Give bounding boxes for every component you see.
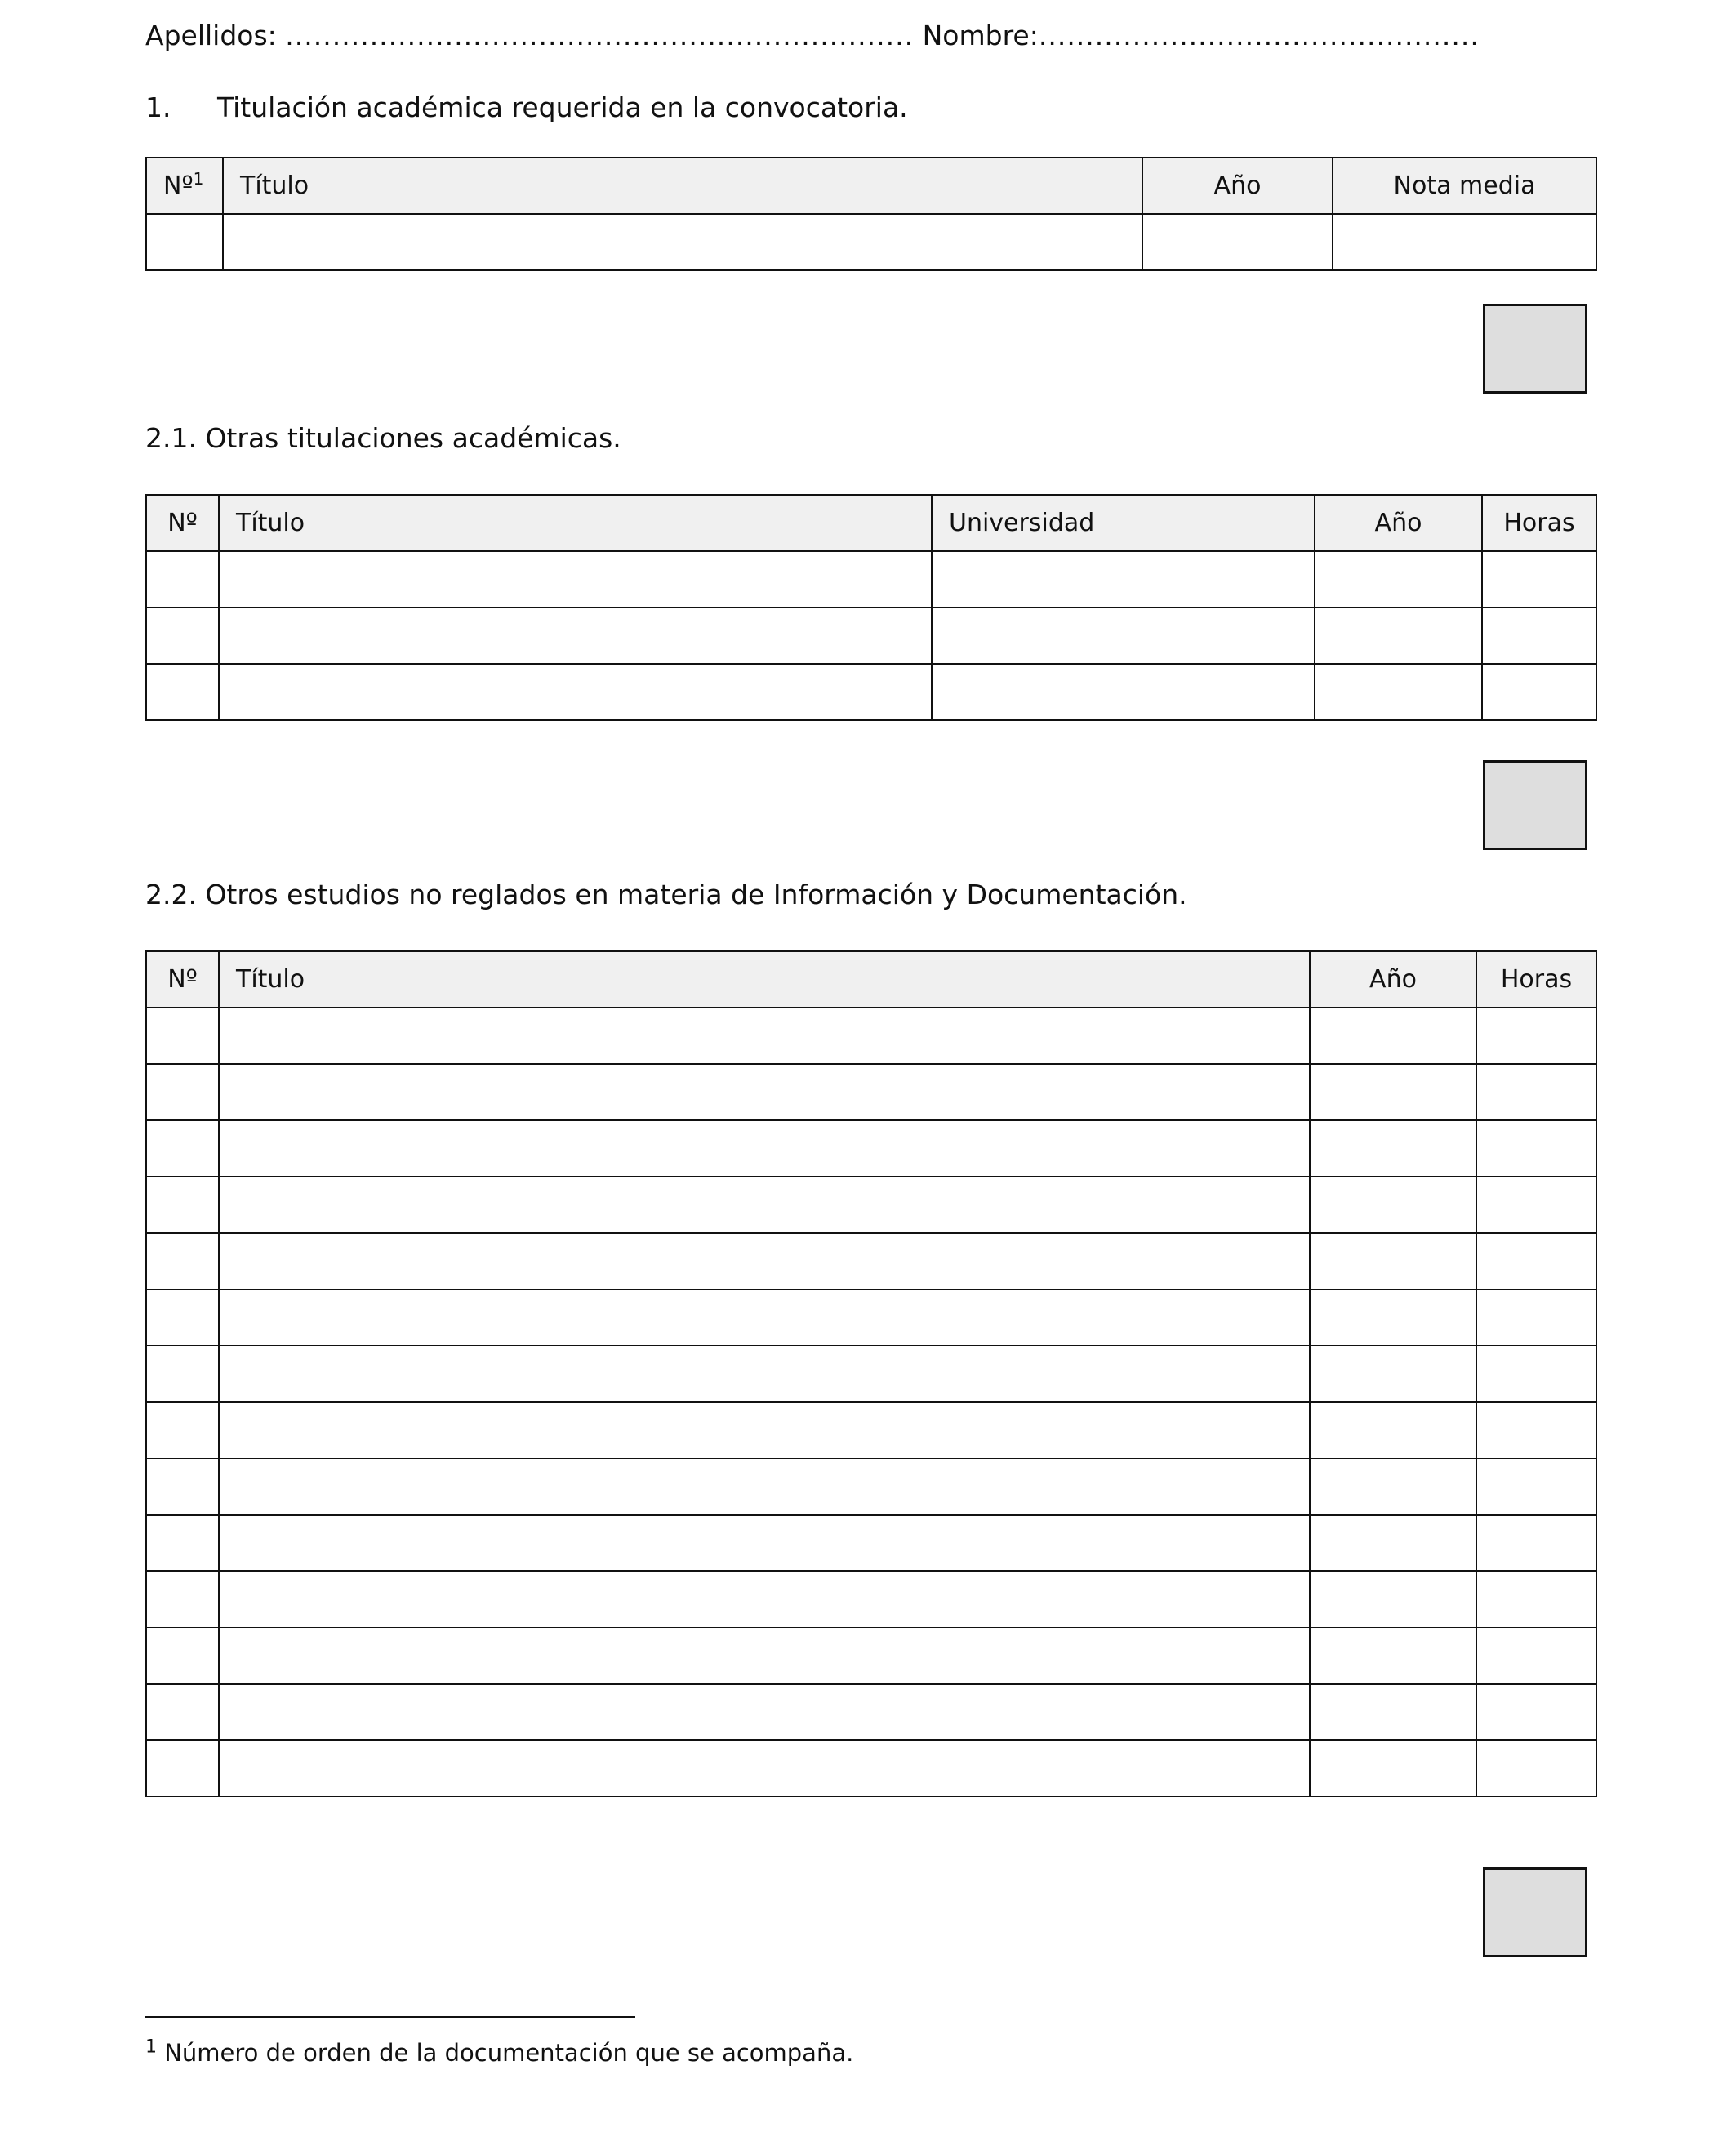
- footnote-ref: 1: [193, 169, 204, 189]
- table-row: [146, 1402, 1596, 1458]
- section-2-2-heading: 2.2. Otros estudios no reglados en materia de Información y Documentación.: [145, 879, 1187, 910]
- table-cell[interactable]: [1310, 1177, 1476, 1233]
- table-cell[interactable]: [219, 608, 932, 664]
- table-cell[interactable]: [1476, 1177, 1596, 1233]
- footnote: [145, 2035, 853, 2071]
- table-header-row: [146, 495, 1596, 551]
- table-cell[interactable]: [1310, 1740, 1476, 1796]
- table-cell[interactable]: [219, 1177, 1310, 1233]
- table-header-row: [146, 951, 1596, 1008]
- table-cell[interactable]: [146, 1064, 219, 1120]
- table-cell[interactable]: [1476, 1571, 1596, 1627]
- column-header-nota: Nota media: [1333, 158, 1596, 214]
- table-cell[interactable]: [1476, 1289, 1596, 1346]
- column-header-anio: Año: [1142, 158, 1333, 214]
- table-cell[interactable]: [1315, 608, 1482, 664]
- table-cell[interactable]: [219, 1740, 1310, 1796]
- table-row: [146, 1515, 1596, 1571]
- table-cell[interactable]: [146, 608, 219, 664]
- apellidos-label: Apellidos:: [145, 20, 277, 51]
- table-row: [146, 608, 1596, 664]
- section-1-number: 1.: [145, 91, 171, 123]
- table-cell[interactable]: [1310, 1346, 1476, 1402]
- table-cell[interactable]: [1476, 1627, 1596, 1684]
- table-cell[interactable]: [219, 1684, 1310, 1740]
- table-cell[interactable]: [223, 214, 1142, 270]
- table-cell[interactable]: [146, 1740, 219, 1796]
- table-row: [146, 214, 1596, 270]
- table-cell[interactable]: [1310, 1515, 1476, 1571]
- table-cell[interactable]: [219, 1120, 1310, 1177]
- non-regulated-studies-table: [145, 950, 1597, 1797]
- table-body: [146, 551, 1596, 720]
- table-cell[interactable]: [219, 551, 932, 608]
- table-cell[interactable]: [146, 1627, 219, 1684]
- table-cell[interactable]: [146, 1346, 219, 1402]
- table-cell[interactable]: [1476, 1233, 1596, 1289]
- table-header-row: [146, 158, 1596, 214]
- column-header-titulo: Título: [219, 495, 932, 551]
- table-row: [146, 664, 1596, 720]
- table-cell[interactable]: [1310, 1008, 1476, 1064]
- footnote-text: Número de orden de la documentación que se acompaña.: [164, 2039, 854, 2067]
- table-row: [146, 1233, 1596, 1289]
- table-cell[interactable]: [219, 664, 932, 720]
- table-cell[interactable]: [219, 1346, 1310, 1402]
- column-header-titulo: Título: [219, 951, 1310, 1008]
- table-cell[interactable]: [1310, 1684, 1476, 1740]
- table-cell[interactable]: [1315, 551, 1482, 608]
- table-body: [146, 1008, 1596, 1796]
- table-row: [146, 1458, 1596, 1515]
- table-cell[interactable]: [219, 1233, 1310, 1289]
- column-header-horas: Horas: [1476, 951, 1596, 1008]
- table-cell[interactable]: [1476, 1346, 1596, 1402]
- table-cell[interactable]: [1310, 1233, 1476, 1289]
- table-cell[interactable]: [1310, 1402, 1476, 1458]
- table-cell[interactable]: [1476, 1458, 1596, 1515]
- table-cell[interactable]: [219, 1064, 1310, 1120]
- table-cell[interactable]: [1482, 551, 1596, 608]
- table-cell[interactable]: [1476, 1684, 1596, 1740]
- table-cell[interactable]: [932, 551, 1315, 608]
- table-cell[interactable]: [1310, 1458, 1476, 1515]
- table-row: [146, 1177, 1596, 1233]
- applicant-name-line: [145, 18, 1480, 54]
- table-row: [146, 1289, 1596, 1346]
- table-cell[interactable]: [932, 608, 1315, 664]
- table-cell[interactable]: [146, 664, 219, 720]
- required-degree-table: [145, 157, 1597, 271]
- nombre-field[interactable]: ...............................................: [1038, 20, 1480, 51]
- section-2-1-score-box[interactable]: [1483, 760, 1587, 850]
- table-cell[interactable]: [1482, 608, 1596, 664]
- table-row: [146, 1740, 1596, 1796]
- table-row: [146, 1120, 1596, 1177]
- table-cell[interactable]: [146, 214, 223, 270]
- table-row: [146, 1684, 1596, 1740]
- table-cell[interactable]: [1476, 1008, 1596, 1064]
- column-header-universidad: Universidad: [932, 495, 1315, 551]
- column-header-anio: Año: [1315, 495, 1482, 551]
- table-row: [146, 1571, 1596, 1627]
- column-header-anio: Año: [1310, 951, 1476, 1008]
- column-header-no: Nº$^1$: [146, 158, 223, 214]
- table-cell[interactable]: [219, 1289, 1310, 1346]
- column-header-titulo: Título: [223, 158, 1142, 214]
- nombre-label: Nombre:: [922, 20, 1039, 51]
- table-cell[interactable]: [146, 551, 219, 608]
- table-cell[interactable]: [146, 1008, 219, 1064]
- table-cell[interactable]: [219, 1458, 1310, 1515]
- table-cell[interactable]: [1310, 1120, 1476, 1177]
- section-2-2-score-box[interactable]: [1483, 1867, 1587, 1957]
- table-cell[interactable]: [1333, 214, 1596, 270]
- table-cell[interactable]: [1476, 1120, 1596, 1177]
- table-row: [146, 1064, 1596, 1120]
- table-cell[interactable]: [146, 1515, 219, 1571]
- table-cell[interactable]: [1310, 1064, 1476, 1120]
- column-header-horas: Horas: [1482, 495, 1596, 551]
- footnote-marker: 1: [145, 2036, 157, 2058]
- table-cell[interactable]: [146, 1177, 219, 1233]
- table-cell[interactable]: [1142, 214, 1333, 270]
- table-row: [146, 1627, 1596, 1684]
- table-cell[interactable]: [146, 1289, 219, 1346]
- table-row: [146, 1008, 1596, 1064]
- table-cell[interactable]: [932, 664, 1315, 720]
- table-cell[interactable]: [1310, 1289, 1476, 1346]
- table-cell[interactable]: [219, 1515, 1310, 1571]
- table-cell[interactable]: [146, 1120, 219, 1177]
- column-header-no: Nº: [146, 495, 219, 551]
- table-cell[interactable]: [219, 1571, 1310, 1627]
- table-row: [146, 551, 1596, 608]
- table-cell[interactable]: [1476, 1064, 1596, 1120]
- table-cell[interactable]: [1315, 664, 1482, 720]
- section-1-score-box[interactable]: [1483, 304, 1587, 394]
- other-degrees-table: [145, 494, 1597, 721]
- table-cell[interactable]: [146, 1684, 219, 1740]
- section-1-title: Titulación académica requerida en la convocatoria.: [217, 91, 908, 123]
- table-cell[interactable]: [146, 1233, 219, 1289]
- table-cell[interactable]: [219, 1008, 1310, 1064]
- column-header-no: Nº: [146, 951, 219, 1008]
- section-2-1-heading: 2.1. Otras titulaciones académicas.: [145, 422, 621, 454]
- table-body: [146, 214, 1596, 270]
- apellidos-field[interactable]: ...................................................................: [285, 20, 915, 51]
- table-cell[interactable]: [1476, 1402, 1596, 1458]
- table-cell[interactable]: [1310, 1571, 1476, 1627]
- section-1-heading: [145, 90, 908, 126]
- footnote-separator: [145, 2016, 635, 2018]
- table-cell[interactable]: [146, 1571, 219, 1627]
- table-cell[interactable]: [1476, 1740, 1596, 1796]
- table-cell[interactable]: [146, 1458, 219, 1515]
- table-row: [146, 1346, 1596, 1402]
- table-cell[interactable]: [219, 1402, 1310, 1458]
- table-cell[interactable]: [1482, 664, 1596, 720]
- table-cell[interactable]: [219, 1627, 1310, 1684]
- table-cell[interactable]: [146, 1402, 219, 1458]
- table-cell[interactable]: [1476, 1515, 1596, 1571]
- table-cell[interactable]: [1310, 1627, 1476, 1684]
